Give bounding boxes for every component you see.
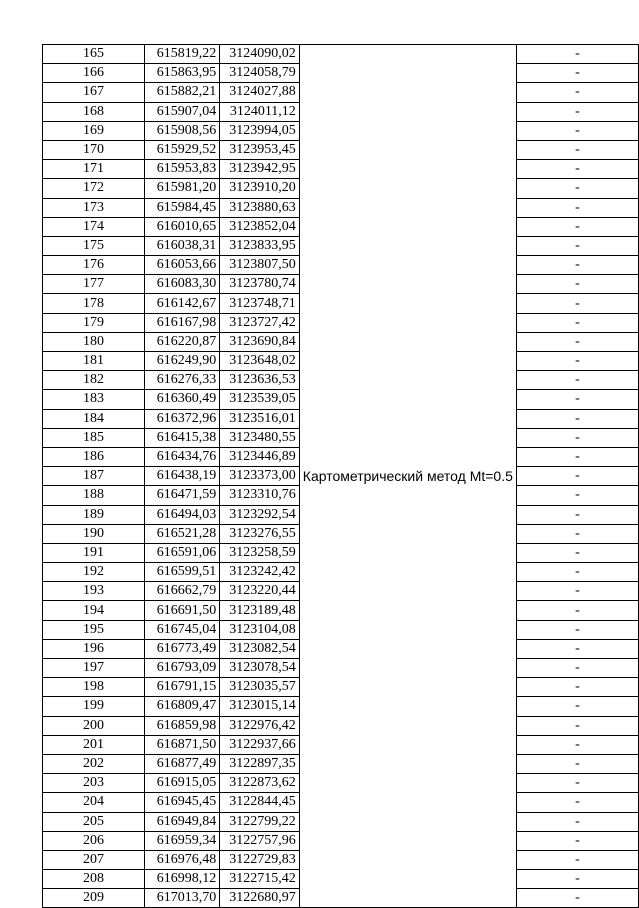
- point-number-cell: 168: [43, 102, 145, 121]
- error-cell: -: [516, 121, 638, 140]
- point-number-cell: 207: [43, 850, 145, 869]
- y-coordinate-cell: 3124011,12: [220, 102, 300, 121]
- point-number-cell: 180: [43, 332, 145, 351]
- error-cell: -: [516, 697, 638, 716]
- point-number-cell: 206: [43, 831, 145, 850]
- error-cell: -: [516, 390, 638, 409]
- x-coordinate-cell: 615953,83: [145, 160, 220, 179]
- coordinates-table: [42, 44, 639, 908]
- point-number-cell: 208: [43, 870, 145, 889]
- x-coordinate-cell: 616142,67: [145, 294, 220, 313]
- error-cell: -: [516, 850, 638, 869]
- y-coordinate-cell: 3123833,95: [220, 236, 300, 255]
- x-coordinate-cell: 615929,52: [145, 140, 220, 159]
- x-coordinate-cell: 616494,03: [145, 505, 220, 524]
- point-number-cell: 176: [43, 256, 145, 275]
- error-cell: -: [516, 179, 638, 198]
- point-number-cell: 171: [43, 160, 145, 179]
- y-coordinate-cell: 3123636,53: [220, 371, 300, 390]
- y-coordinate-cell: 3123852,04: [220, 217, 300, 236]
- x-coordinate-cell: 616915,05: [145, 774, 220, 793]
- point-number-cell: 195: [43, 620, 145, 639]
- y-coordinate-cell: 3123015,14: [220, 697, 300, 716]
- y-coordinate-cell: 3123807,50: [220, 256, 300, 275]
- x-coordinate-cell: 616976,48: [145, 850, 220, 869]
- x-coordinate-cell: 616945,45: [145, 793, 220, 812]
- y-coordinate-cell: 3123910,20: [220, 179, 300, 198]
- point-number-cell: 174: [43, 217, 145, 236]
- error-cell: -: [516, 543, 638, 562]
- x-coordinate-cell: 616220,87: [145, 332, 220, 351]
- x-coordinate-cell: 616793,09: [145, 659, 220, 678]
- point-number-cell: 192: [43, 563, 145, 582]
- error-cell: -: [516, 409, 638, 428]
- error-cell: -: [516, 486, 638, 505]
- y-coordinate-cell: 3123748,71: [220, 294, 300, 313]
- y-coordinate-cell: 3122799,22: [220, 812, 300, 831]
- point-number-cell: 190: [43, 524, 145, 543]
- y-coordinate-cell: 3123104,08: [220, 620, 300, 639]
- error-cell: -: [516, 620, 638, 639]
- point-number-cell: 202: [43, 754, 145, 773]
- y-coordinate-cell: 3123292,54: [220, 505, 300, 524]
- x-coordinate-cell: 616591,06: [145, 543, 220, 562]
- y-coordinate-cell: 3123189,48: [220, 601, 300, 620]
- point-number-cell: 167: [43, 83, 145, 102]
- x-coordinate-cell: 616053,66: [145, 256, 220, 275]
- error-cell: -: [516, 160, 638, 179]
- point-number-cell: 188: [43, 486, 145, 505]
- point-number-cell: 198: [43, 678, 145, 697]
- error-cell: -: [516, 428, 638, 447]
- x-coordinate-cell: 616599,51: [145, 563, 220, 582]
- error-cell: -: [516, 678, 638, 697]
- y-coordinate-cell: 3123480,55: [220, 428, 300, 447]
- x-coordinate-cell: 615908,56: [145, 121, 220, 140]
- x-coordinate-cell: 616372,96: [145, 409, 220, 428]
- point-number-cell: 172: [43, 179, 145, 198]
- point-number-cell: 184: [43, 409, 145, 428]
- error-cell: -: [516, 754, 638, 773]
- point-number-cell: 194: [43, 601, 145, 620]
- y-coordinate-cell: 3122680,97: [220, 889, 300, 908]
- error-cell: -: [516, 870, 638, 889]
- error-cell: -: [516, 735, 638, 754]
- x-coordinate-cell: 615819,22: [145, 45, 220, 64]
- x-coordinate-cell: 616167,98: [145, 313, 220, 332]
- x-coordinate-cell: 616276,33: [145, 371, 220, 390]
- error-cell: -: [516, 313, 638, 332]
- y-coordinate-cell: 3122757,96: [220, 831, 300, 850]
- point-number-cell: 169: [43, 121, 145, 140]
- y-coordinate-cell: 3123994,05: [220, 121, 300, 140]
- error-cell: -: [516, 467, 638, 486]
- error-cell: -: [516, 140, 638, 159]
- point-number-cell: 201: [43, 735, 145, 754]
- point-number-cell: 177: [43, 275, 145, 294]
- y-coordinate-cell: 3123220,44: [220, 582, 300, 601]
- x-coordinate-cell: 616038,31: [145, 236, 220, 255]
- x-coordinate-cell: 616691,50: [145, 601, 220, 620]
- y-coordinate-cell: 3123082,54: [220, 639, 300, 658]
- y-coordinate-cell: 3123539,05: [220, 390, 300, 409]
- x-coordinate-cell: 616809,47: [145, 697, 220, 716]
- y-coordinate-cell: 3122897,35: [220, 754, 300, 773]
- x-coordinate-cell: 615863,95: [145, 64, 220, 83]
- error-cell: -: [516, 563, 638, 582]
- method-cell: Картометрический метод Mt=0.5: [299, 45, 516, 908]
- point-number-cell: 196: [43, 639, 145, 658]
- x-coordinate-cell: 616434,76: [145, 447, 220, 466]
- point-number-cell: 185: [43, 428, 145, 447]
- error-cell: -: [516, 582, 638, 601]
- error-cell: -: [516, 812, 638, 831]
- error-cell: -: [516, 447, 638, 466]
- x-coordinate-cell: 616949,84: [145, 812, 220, 831]
- x-coordinate-cell: 616773,49: [145, 639, 220, 658]
- x-coordinate-cell: 616415,38: [145, 428, 220, 447]
- point-number-cell: 182: [43, 371, 145, 390]
- error-cell: -: [516, 352, 638, 371]
- y-coordinate-cell: 3123310,76: [220, 486, 300, 505]
- y-coordinate-cell: 3122844,45: [220, 793, 300, 812]
- x-coordinate-cell: 616360,49: [145, 390, 220, 409]
- point-number-cell: 178: [43, 294, 145, 313]
- y-coordinate-cell: 3123446,89: [220, 447, 300, 466]
- point-number-cell: 173: [43, 198, 145, 217]
- x-coordinate-cell: 616998,12: [145, 870, 220, 889]
- error-cell: -: [516, 831, 638, 850]
- error-cell: -: [516, 774, 638, 793]
- point-number-cell: 181: [43, 352, 145, 371]
- error-cell: -: [516, 256, 638, 275]
- y-coordinate-cell: 3123035,57: [220, 678, 300, 697]
- error-cell: -: [516, 659, 638, 678]
- y-coordinate-cell: 3123648,02: [220, 352, 300, 371]
- x-coordinate-cell: 616471,59: [145, 486, 220, 505]
- x-coordinate-cell: 616959,34: [145, 831, 220, 850]
- point-number-cell: 175: [43, 236, 145, 255]
- y-coordinate-cell: 3122937,66: [220, 735, 300, 754]
- y-coordinate-cell: 3122715,42: [220, 870, 300, 889]
- point-number-cell: 183: [43, 390, 145, 409]
- x-coordinate-cell: 616010,65: [145, 217, 220, 236]
- point-number-cell: 189: [43, 505, 145, 524]
- error-cell: -: [516, 639, 638, 658]
- error-cell: -: [516, 236, 638, 255]
- point-number-cell: 191: [43, 543, 145, 562]
- y-coordinate-cell: 3123276,55: [220, 524, 300, 543]
- x-coordinate-cell: 616859,98: [145, 716, 220, 735]
- error-cell: -: [516, 524, 638, 543]
- point-number-cell: 165: [43, 45, 145, 64]
- x-coordinate-cell: 616745,04: [145, 620, 220, 639]
- y-coordinate-cell: 3123690,84: [220, 332, 300, 351]
- x-coordinate-cell: 616662,79: [145, 582, 220, 601]
- y-coordinate-cell: 3123953,45: [220, 140, 300, 159]
- error-cell: -: [516, 102, 638, 121]
- point-number-cell: 170: [43, 140, 145, 159]
- error-cell: -: [516, 45, 638, 64]
- point-number-cell: 187: [43, 467, 145, 486]
- x-coordinate-cell: 616871,50: [145, 735, 220, 754]
- point-number-cell: 199: [43, 697, 145, 716]
- x-coordinate-cell: 617013,70: [145, 889, 220, 908]
- x-coordinate-cell: 616083,30: [145, 275, 220, 294]
- error-cell: -: [516, 601, 638, 620]
- point-number-cell: 209: [43, 889, 145, 908]
- point-number-cell: 200: [43, 716, 145, 735]
- point-number-cell: 204: [43, 793, 145, 812]
- y-coordinate-cell: 3123880,63: [220, 198, 300, 217]
- point-number-cell: 186: [43, 447, 145, 466]
- error-cell: -: [516, 198, 638, 217]
- y-coordinate-cell: 3123780,74: [220, 275, 300, 294]
- error-cell: -: [516, 294, 638, 313]
- x-coordinate-cell: 615981,20: [145, 179, 220, 198]
- point-number-cell: 203: [43, 774, 145, 793]
- error-cell: -: [516, 371, 638, 390]
- point-number-cell: 166: [43, 64, 145, 83]
- point-number-cell: 179: [43, 313, 145, 332]
- error-cell: -: [516, 217, 638, 236]
- y-coordinate-cell: 3123373,00: [220, 467, 300, 486]
- x-coordinate-cell: 616877,49: [145, 754, 220, 773]
- coordinates-table-body: [43, 45, 639, 908]
- x-coordinate-cell: 616438,19: [145, 467, 220, 486]
- y-coordinate-cell: 3124090,02: [220, 45, 300, 64]
- y-coordinate-cell: 3123727,42: [220, 313, 300, 332]
- error-cell: -: [516, 275, 638, 294]
- y-coordinate-cell: 3122873,62: [220, 774, 300, 793]
- error-cell: -: [516, 83, 638, 102]
- point-number-cell: 197: [43, 659, 145, 678]
- y-coordinate-cell: 3122729,83: [220, 850, 300, 869]
- table-row: [43, 45, 639, 64]
- y-coordinate-cell: 3123078,54: [220, 659, 300, 678]
- x-coordinate-cell: 616249,90: [145, 352, 220, 371]
- x-coordinate-cell: 615984,45: [145, 198, 220, 217]
- point-number-cell: 193: [43, 582, 145, 601]
- x-coordinate-cell: 615882,21: [145, 83, 220, 102]
- x-coordinate-cell: 615907,04: [145, 102, 220, 121]
- error-cell: -: [516, 505, 638, 524]
- y-coordinate-cell: 3124058,79: [220, 64, 300, 83]
- error-cell: -: [516, 889, 638, 908]
- error-cell: -: [516, 332, 638, 351]
- error-cell: -: [516, 716, 638, 735]
- x-coordinate-cell: 616791,15: [145, 678, 220, 697]
- y-coordinate-cell: 3123516,01: [220, 409, 300, 428]
- x-coordinate-cell: 616521,28: [145, 524, 220, 543]
- error-cell: -: [516, 64, 638, 83]
- point-number-cell: 205: [43, 812, 145, 831]
- y-coordinate-cell: 3123258,59: [220, 543, 300, 562]
- y-coordinate-cell: 3122976,42: [220, 716, 300, 735]
- y-coordinate-cell: 3124027,88: [220, 83, 300, 102]
- y-coordinate-cell: 3123942,95: [220, 160, 300, 179]
- y-coordinate-cell: 3123242,42: [220, 563, 300, 582]
- error-cell: -: [516, 793, 638, 812]
